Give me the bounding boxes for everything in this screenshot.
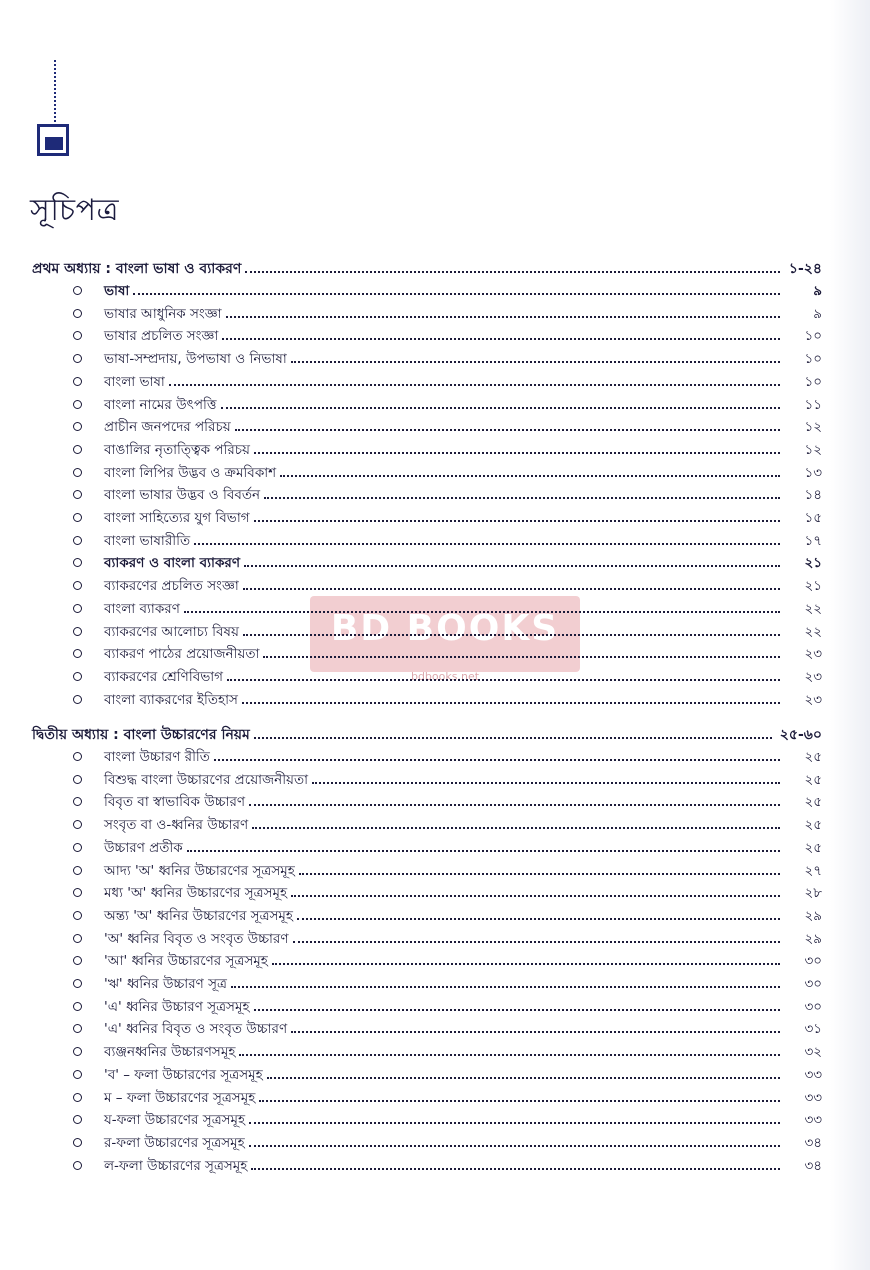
toc-item[interactable] xyxy=(104,530,822,552)
toc-item-label: 'অ' ধ্বনির বিবৃত ও সংবৃত উচ্চারণ xyxy=(104,931,289,947)
dot-leader xyxy=(239,1054,780,1056)
toc-item[interactable] xyxy=(104,394,822,416)
circle-bullet-icon xyxy=(73,672,82,681)
toc-item-label: বাংলা সাহিত্যের যুগ বিভাগ xyxy=(104,510,250,526)
circle-bullet-icon xyxy=(73,286,82,295)
toc-item-page: ২২ xyxy=(804,624,822,640)
toc-item[interactable] xyxy=(104,950,822,972)
toc-item-label: বিশুদ্ধ বাংলা উচ্চারণের প্রয়োজনীয়তা xyxy=(104,772,309,788)
toc-item-page: ২৩ xyxy=(804,692,822,708)
circle-bullet-icon xyxy=(73,309,82,318)
toc-item-page: ১৭ xyxy=(804,533,822,549)
circle-bullet-icon xyxy=(73,1138,82,1147)
toc-item-page: ২১ xyxy=(804,578,822,594)
toc-item-page: ১০ xyxy=(804,374,822,390)
toc-item-label: বাংলা ব্যাকরণের ইতিহাস xyxy=(104,692,238,708)
circle-bullet-icon xyxy=(73,1002,82,1011)
dot-leader xyxy=(222,338,780,340)
toc-item-label: বাংলা উচ্চারণ রীতি xyxy=(104,749,210,765)
toc-item-page: ২৩ xyxy=(804,646,822,662)
dot-leader xyxy=(272,963,780,965)
toc-item-label: ম – ফলা উচ্চারণের সূত্রসমূহ xyxy=(104,1090,256,1106)
toc-item-page: ২৫ xyxy=(804,772,822,788)
toc-item[interactable] xyxy=(104,746,822,768)
toc-item-label: ব্যাকরণের শ্রেণিবিভাগ xyxy=(104,669,224,685)
toc-item[interactable] xyxy=(104,837,822,859)
toc-item-page: ২৮ xyxy=(804,885,822,901)
toc-item-label: বিবৃত বা স্বাভাবিক উচ্চারণ xyxy=(104,794,246,810)
toc-item-label: ব্যঞ্জনধ্বনির উচ্চারণসমূহ xyxy=(104,1044,236,1060)
toc-item[interactable] xyxy=(104,552,822,574)
page-edge-shadow xyxy=(830,0,870,1270)
toc-item-page: ২২ xyxy=(804,601,822,617)
toc-item[interactable] xyxy=(104,814,822,836)
dot-leader xyxy=(231,986,780,988)
toc-item[interactable] xyxy=(104,439,822,461)
toc-item[interactable] xyxy=(104,462,822,484)
toc-item-label: 'আ' ধ্বনির উচ্চারণের সূত্রসমূহ xyxy=(104,953,268,969)
circle-bullet-icon xyxy=(73,1115,82,1124)
dot-leader xyxy=(252,827,780,829)
toc-item[interactable] xyxy=(104,416,822,438)
dot-leader xyxy=(263,656,780,658)
toc-item-page: ২৩ xyxy=(804,669,822,685)
circle-bullet-icon xyxy=(73,1070,82,1079)
toc-item[interactable] xyxy=(104,1132,822,1154)
circle-bullet-icon xyxy=(73,752,82,761)
toc-item-label: ভাষা-সম্প্রদায়, উপভাষা ও নিভাষা xyxy=(104,351,287,367)
circle-bullet-icon xyxy=(73,422,82,431)
toc-item-page: ২৫ xyxy=(804,794,822,810)
toc-item[interactable] xyxy=(104,666,822,688)
toc-item[interactable] xyxy=(104,280,822,302)
dot-leader xyxy=(235,429,780,431)
toc-item-page: ১২ xyxy=(804,419,822,435)
toc-item-page: ৩৩ xyxy=(804,1090,822,1106)
toc-item-page: ২৫ xyxy=(804,749,822,765)
toc-item-page: ১৪ xyxy=(804,487,822,503)
circle-bullet-icon xyxy=(73,1093,82,1102)
toc-item-label: বাংলা ভাষার উদ্ভব ও বিবর্তন xyxy=(104,487,261,503)
circle-bullet-icon xyxy=(73,934,82,943)
toc-item[interactable] xyxy=(104,325,822,347)
chapter-heading[interactable] xyxy=(32,724,822,746)
circle-bullet-icon xyxy=(73,331,82,340)
circle-bullet-icon xyxy=(73,445,82,454)
toc-item[interactable] xyxy=(104,791,822,813)
toc-item-label: 'এ' ধ্বনির উচ্চারণ সূত্রসমূহ xyxy=(104,999,250,1015)
toc-item-page: ৯ xyxy=(813,283,822,299)
dot-leader xyxy=(249,804,780,806)
toc-item-label: বাংলা নামের উৎপত্তি xyxy=(104,397,217,413)
toc-item-label: বাংলা ভাষা xyxy=(104,374,165,390)
toc-item-label: মধ্য 'অ' ধ্বনির উচ্চারণের সূত্রসমূহ xyxy=(104,885,288,901)
circle-bullet-icon xyxy=(73,649,82,658)
dot-leader xyxy=(242,702,780,704)
toc-item-label: ল-ফলা উচ্চারণের সূত্রসমূহ xyxy=(104,1158,248,1174)
toc-item-label: র-ফলা উচ্চারণের সূত্রসমূহ xyxy=(104,1135,245,1151)
dot-leader xyxy=(312,782,780,784)
toc-item-page: ৩০ xyxy=(804,976,822,992)
watermark-brand: BD BOOKS xyxy=(330,608,560,649)
circle-bullet-icon xyxy=(73,956,82,965)
toc-item-page: ১০ xyxy=(804,351,822,367)
chapter-title: দ্বিতীয় অধ্যায় : বাংলা উচ্চারণের নিয়ম xyxy=(32,727,250,743)
toc-item-page: ১১ xyxy=(804,397,822,413)
toc-item[interactable] xyxy=(104,621,822,643)
circle-bullet-icon xyxy=(73,1161,82,1170)
dot-leader xyxy=(244,565,780,567)
toc-item-page: ২৯ xyxy=(804,908,822,924)
toc-item-page: ২৫ xyxy=(804,817,822,833)
circle-bullet-icon xyxy=(73,604,82,613)
toc-item[interactable] xyxy=(104,303,822,325)
dot-leader xyxy=(251,1168,780,1170)
dot-leader xyxy=(184,611,780,613)
toc-item-label: ব্যাকরণের আলোচ্য বিষয় xyxy=(104,624,239,640)
dot-leader xyxy=(267,1077,780,1079)
toc-item[interactable] xyxy=(104,1064,822,1086)
dot-leader xyxy=(187,850,780,852)
toc-item-page: ১৫ xyxy=(804,510,822,526)
toc-item-page: ২৭ xyxy=(804,863,822,879)
toc-item-label: ভাষার প্রচলিত সংজ্ঞা xyxy=(104,328,219,344)
toc-item[interactable] xyxy=(104,689,822,711)
toc-item-page: ৩৪ xyxy=(804,1135,822,1151)
toc-item-label: অন্ত্য 'অ' ধ্বনির উচ্চারণের সূত্রসমূহ xyxy=(104,908,294,924)
toc-item[interactable] xyxy=(104,769,822,791)
toc-item-label: 'এ' ধ্বনির বিবৃত ও সংবৃত উচ্চারণ xyxy=(104,1021,288,1037)
circle-bullet-icon xyxy=(73,979,82,988)
toc-item-page: ৯ xyxy=(813,306,822,322)
circle-bullet-icon xyxy=(73,490,82,499)
toc-item[interactable] xyxy=(104,1018,822,1040)
toc-item-label: ব্যাকরণ ও বাংলা ব্যাকরণ xyxy=(104,555,241,571)
toc-item[interactable] xyxy=(104,484,822,506)
toc-item-page: ৩০ xyxy=(804,953,822,969)
circle-bullet-icon xyxy=(73,695,82,704)
toc-item[interactable] xyxy=(104,643,822,665)
dot-leader xyxy=(194,543,780,545)
page-title: সূচিপত্র xyxy=(30,193,119,228)
dot-leader xyxy=(249,1145,780,1147)
toc-item[interactable] xyxy=(104,1109,822,1131)
toc-item-page: ২৯ xyxy=(804,931,822,947)
toc-item[interactable] xyxy=(104,1041,822,1063)
toc-item-page: ৩২ xyxy=(804,1044,822,1060)
toc-item[interactable] xyxy=(104,1155,822,1177)
circle-bullet-icon xyxy=(73,866,82,875)
toc-item-label: 'ব' – ফলা উচ্চারণের সূত্রসমূহ xyxy=(104,1067,263,1083)
dot-leader xyxy=(254,520,780,522)
dot-leader xyxy=(227,679,780,681)
dot-leader xyxy=(264,497,780,499)
toc-item-label: 'ঋ' ধ্বনির উচ্চারণ সূত্র xyxy=(104,976,227,992)
circle-bullet-icon xyxy=(73,820,82,829)
circle-bullet-icon xyxy=(73,1047,82,1056)
circle-bullet-icon xyxy=(73,468,82,477)
toc-item-page: ৩১ xyxy=(804,1021,822,1037)
toc-item[interactable] xyxy=(104,371,822,393)
toc-item-page: ১২ xyxy=(804,442,822,458)
toc-item-label: প্রাচীন জনপদের পরিচয় xyxy=(104,419,231,435)
toc-item-page: ৩৪ xyxy=(804,1158,822,1174)
toc-item[interactable] xyxy=(104,1087,822,1109)
toc-item-page: ২৫ xyxy=(804,840,822,856)
chapter-page-range: ১-২৪ xyxy=(788,261,822,277)
toc-item-page: ৩৩ xyxy=(804,1112,822,1128)
toc-item[interactable] xyxy=(104,973,822,995)
circle-bullet-icon xyxy=(73,558,82,567)
toc-item-label: বাংলা লিপির উদ্ভব ও ক্রমবিকাশ xyxy=(104,465,277,481)
circle-bullet-icon xyxy=(73,400,82,409)
toc-item-label: ভাষার আধুনিক সংজ্ঞা xyxy=(104,306,222,322)
toc-item-page: ৩৩ xyxy=(804,1067,822,1083)
circle-bullet-icon xyxy=(73,627,82,636)
toc-item[interactable] xyxy=(104,882,822,904)
toc-item[interactable] xyxy=(104,996,822,1018)
dot-leader xyxy=(291,361,780,363)
toc-item-page: ১৩ xyxy=(804,465,822,481)
circle-bullet-icon xyxy=(73,1024,82,1033)
dot-leader xyxy=(291,895,780,897)
circle-bullet-icon xyxy=(73,581,82,590)
chapter-heading[interactable] xyxy=(32,258,822,280)
dot-leader xyxy=(254,1009,780,1011)
decorative-dotted-line xyxy=(54,60,56,122)
circle-bullet-icon xyxy=(73,775,82,784)
dot-leader xyxy=(297,918,780,920)
toc-item-label: উচ্চারণ প্রতীক xyxy=(104,840,183,856)
dot-leader xyxy=(259,1100,780,1102)
toc-item[interactable] xyxy=(104,348,822,370)
circle-bullet-icon xyxy=(73,513,82,522)
dot-leader xyxy=(291,1031,780,1033)
toc-item-label: ভাষা xyxy=(104,283,130,299)
toc-item[interactable] xyxy=(104,905,822,927)
toc-item-label: বাংলা ভাষারীতি xyxy=(104,533,191,549)
toc-item[interactable] xyxy=(104,507,822,529)
circle-bullet-icon xyxy=(73,797,82,806)
toc-item-label: য-ফলা উচ্চারণের সূত্রসমূহ xyxy=(104,1112,246,1128)
dot-leader xyxy=(169,384,780,386)
toc-item[interactable] xyxy=(104,575,822,597)
dot-leader xyxy=(243,634,780,636)
circle-bullet-icon xyxy=(73,377,82,386)
toc-item-label: সংবৃত বা ও-ধ্বনির উচ্চারণ xyxy=(104,817,249,833)
dot-leader xyxy=(226,316,780,318)
dot-leader xyxy=(249,1122,780,1124)
toc-item-label: বাংলা ব্যাকরণ xyxy=(104,601,180,617)
toc-item-label: বাঙালির নৃতাত্ত্বিক পরিচয় xyxy=(104,442,251,458)
circle-bullet-icon xyxy=(73,888,82,897)
dot-leader xyxy=(254,737,772,739)
dot-leader xyxy=(245,271,780,273)
chapter-page-range: ২৫-৬০ xyxy=(779,727,822,743)
chapter-title: প্রথম অধ্যায় : বাংলা ভাষা ও ব্যাকরণ xyxy=(32,261,242,277)
toc-item-page: ১০ xyxy=(804,328,822,344)
toc-item-page: ৩০ xyxy=(804,999,822,1015)
dot-leader xyxy=(221,407,780,409)
dot-leader xyxy=(280,475,780,477)
toc-item[interactable] xyxy=(104,598,822,620)
circle-bullet-icon xyxy=(73,911,82,920)
toc-item-label: ব্যাকরণের প্রচলিত সংজ্ঞা xyxy=(104,578,239,594)
dot-leader xyxy=(299,873,780,875)
dot-leader xyxy=(133,293,780,295)
toc-item-label: আদ্য 'অ' ধ্বনির উচ্চারণের সূত্রসমূহ xyxy=(104,863,295,879)
dot-leader xyxy=(214,759,780,761)
dot-leader xyxy=(254,452,780,454)
toc-item[interactable] xyxy=(104,928,822,950)
toc-item[interactable] xyxy=(104,860,822,882)
watermark-sub: bdbooks.net xyxy=(410,670,480,683)
dot-leader xyxy=(293,941,780,943)
decorative-square-icon xyxy=(37,124,69,156)
toc-item-page: ২১ xyxy=(804,555,822,571)
circle-bullet-icon xyxy=(73,354,82,363)
circle-bullet-icon xyxy=(73,536,82,545)
dot-leader xyxy=(243,588,780,590)
toc-item-label: ব্যাকরণ পাঠের প্রয়োজনীয়তা xyxy=(104,646,260,662)
circle-bullet-icon xyxy=(73,843,82,852)
